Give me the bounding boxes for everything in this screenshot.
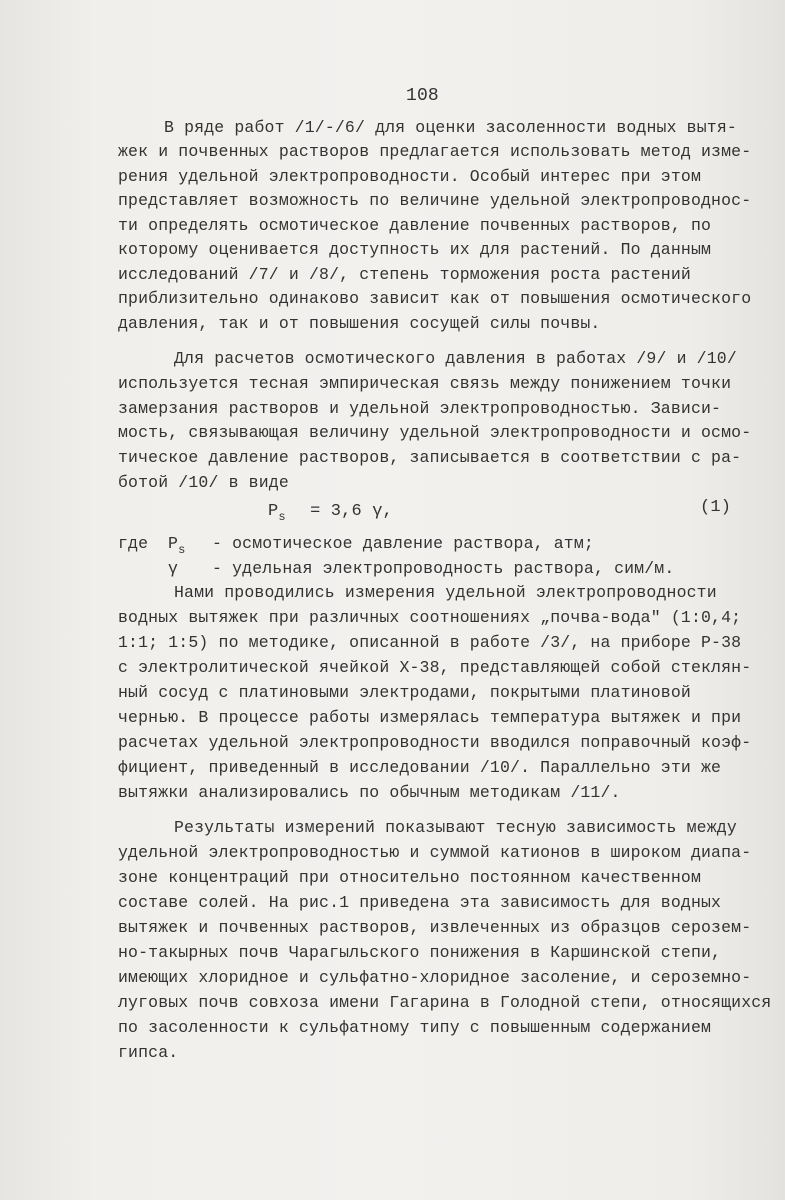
where-definition: - осмотическое давление раствора, атм; xyxy=(212,534,594,553)
text-line: используется тесная эмпирическая связь между понижением точки xyxy=(118,374,732,393)
text-line: вытяжки анализировались по обычным методикам /11/. xyxy=(118,783,621,802)
where-symbol: γ xyxy=(168,559,179,578)
where-definition: - удельная электропроводность раствора, сим/м. xyxy=(212,559,675,578)
text-line: которому оценивается доступность их для растений. По данным xyxy=(118,240,712,259)
text-line: рения удельной электропроводности. Особый интерес при этом xyxy=(118,167,701,186)
text-line: водных вытяжек при различных соотношениях „почва-вода" (1:0,4; xyxy=(118,608,742,627)
text-line: тическое давление растворов, записывается в соответствии с ра- xyxy=(118,448,742,467)
text-line: приблизительно одинаково зависит как от повышения осмотического xyxy=(118,289,752,308)
text-line: с электролитической ячейкой Х-38, представляющей собой стеклян- xyxy=(118,658,752,677)
text-line: зоне концентраций при относительно постоянном качественном xyxy=(118,868,701,887)
text-line: представляет возможность по величине удельной электропроводнос- xyxy=(118,191,752,210)
formula-rhs: = 3,6 γ, xyxy=(310,502,393,521)
formula-lhs: P xyxy=(268,502,279,521)
text-line: 1:1; 1:5) по методике, описанной в работе /3/, на приборе Р-38 xyxy=(118,633,742,652)
text-line: гипса. xyxy=(118,1043,179,1062)
text-line: но-такырных почв Чарагыльского понижения в Каршинской степи, xyxy=(118,943,722,962)
text-line: Для расчетов осмотического давления в работах /9/ и /10/ xyxy=(174,349,737,368)
text-line: вытяжек и почвенных растворов, извлеченных из образцов серозем- xyxy=(118,918,752,937)
text-line: замерзания растворов и удельной электропроводностью. Зависи- xyxy=(118,399,722,418)
text-line: ти определять осмотическое давление почвенных растворов, по xyxy=(118,216,712,235)
formula-lhs-subscript: s xyxy=(278,510,286,524)
text-line: жек и почвенных растворов предлагается использовать метод изме- xyxy=(118,142,752,161)
text-line: составе солей. На рис.1 приведена эта зависимость для водных xyxy=(118,893,722,912)
text-line: фициент, приведенный в исследовании /10/. Параллельно эти же xyxy=(118,758,722,777)
text-line: Результаты измерений показывают тесную зависимость между xyxy=(174,818,737,837)
text-line: по засоленности к сульфатному типу с повышенным содержанием xyxy=(118,1018,712,1037)
text-line: ный сосуд с платиновыми электродами, покрытыми платиновой xyxy=(118,683,691,702)
text-line: имеющих хлоридное и сульфатно-хлоридное засоление, и сероземно- xyxy=(118,968,752,987)
text-line: В ряде работ /1/-/6/ для оценки засоленности водных вытя- xyxy=(164,118,737,137)
text-line: давления, так и от повышения сосущей силы почвы. xyxy=(118,314,601,333)
where-symbol: $P_s$ xyxy=(168,534,186,557)
text-line: мость, связывающая величину удельной электропроводности и осмо- xyxy=(118,423,752,442)
text-line: ботой /10/ в виде xyxy=(118,473,289,492)
text-line: расчетах удельной электропроводности вводился поправочный коэф- xyxy=(118,733,752,752)
text-line: удельной электропроводностью и суммой катионов в широком диапа- xyxy=(118,843,752,862)
where-intro: где xyxy=(118,534,149,553)
text-line: чернью. В процессе работы измерялась температура вытяжек и при xyxy=(118,708,742,727)
text-line: исследований /7/ и /8/, степень торможения роста растений xyxy=(118,265,691,284)
equation-number: (1) xyxy=(700,498,732,517)
formula xyxy=(268,500,393,529)
text-line: Нами проводились измерения удельной электропроводности xyxy=(174,583,717,602)
page-number: 108 xyxy=(406,86,439,106)
text-line: луговых почв совхоза имени Гагарина в Голодной степи, относящихся xyxy=(118,993,772,1012)
